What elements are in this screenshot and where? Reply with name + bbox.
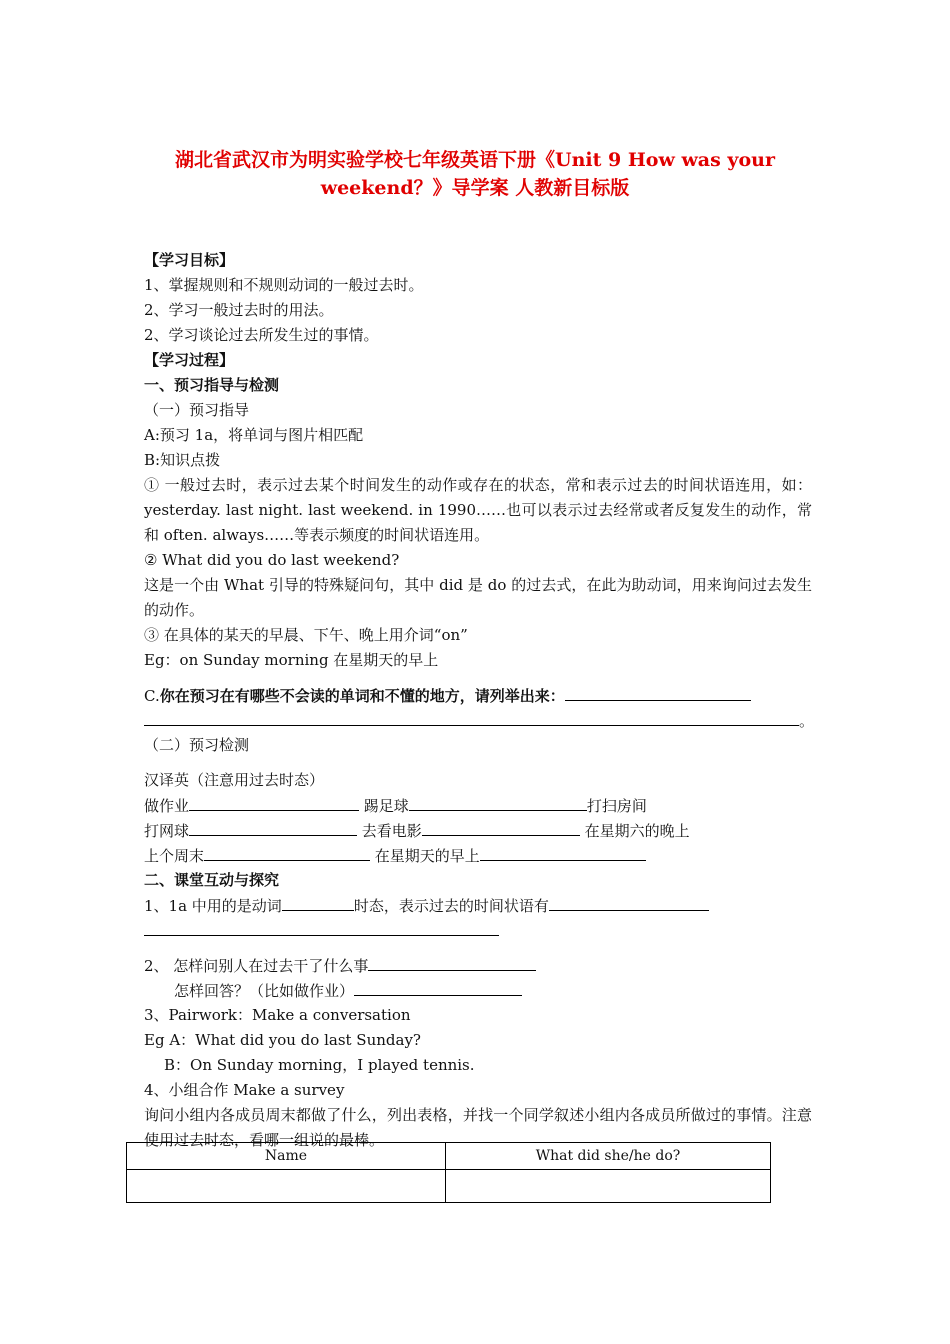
- question-4: 4、小组合作 Make a survey: [144, 1081, 345, 1099]
- subsection-check: （二）预习检测: [144, 736, 250, 754]
- page-title: 湖北省武汉市为明实验学校七年级英语下册《Unit 9 How was your weekend？》导学案 人教新目标版: [175, 149, 775, 199]
- question-1-text: 1、1a 中用的是动词: [144, 897, 282, 915]
- objective-item: 2、学习谈论过去所发生过的事情。: [144, 326, 379, 344]
- translate-item: 在星期天的早上: [374, 847, 480, 865]
- question-2-followup-text: 怎样回答？（比如做作业）: [174, 982, 355, 1000]
- translate-item: 踢足球: [363, 797, 409, 815]
- knowledge-point-1: ① 一般过去时，表示过去某个时间发生的动作或存在的状态，常和表示过去的时间状语连用，如：yesterday. last night. last weekend. in 1990……也可以表示过去经常或者反复发生的动作，常和 often. always……等表示频度的时间状语连用。: [144, 476, 812, 544]
- answer-blank[interactable]: [144, 708, 799, 726]
- translate-item: 去看电影: [361, 822, 422, 840]
- knowledge-point-2: ② What did you do last weekend?: [144, 551, 400, 569]
- question-1-text-2: 时态，表示过去的时间状语有: [353, 897, 549, 915]
- knowledge-point-2-desc: 这是一个由 What 引导的特殊疑问句，其中 did 是 do 的过去式，在此为助动词，用来询问过去发生的动作。: [144, 576, 812, 619]
- subsection-guide: （一）预习指导: [144, 401, 250, 419]
- answer-blank[interactable]: [565, 683, 751, 701]
- objective-item: 1、掌握规则和不规则动词的一般过去时。: [144, 276, 424, 294]
- translate-item: 做作业: [144, 797, 190, 815]
- translate-item: 打扫房间: [586, 797, 647, 815]
- dialogue-a: Eg A：What did you do last Sunday?: [144, 1031, 421, 1049]
- translate-item: 上个周末: [144, 847, 205, 865]
- question-4-desc: 询问小组内各成员周末都做了什么，列出表格，并找一个同学叙述小组内各成员所做过的事情。注意使用过去时态，看哪一组说的最棒。: [144, 1106, 812, 1149]
- answer-blank[interactable]: [144, 918, 499, 936]
- example-line: Eg：on Sunday morning 在星期天的早上: [144, 651, 439, 669]
- translate-item: 打网球: [144, 822, 190, 840]
- task-b: B:知识点拨: [144, 451, 221, 469]
- task-c-end: 。: [799, 712, 815, 730]
- answer-blank[interactable]: [189, 793, 359, 811]
- task-c-continuation: [144, 708, 815, 733]
- task-a: A:预习 1a，将单词与图片相匹配: [144, 426, 364, 444]
- table-cell-name[interactable]: [127, 1170, 446, 1203]
- section1-heading: 一、预习指导与检测: [144, 376, 280, 394]
- translate-row: [144, 843, 812, 868]
- knowledge-point-3: ③ 在具体的某天的早晨、下午、晚上用介词“on”: [144, 626, 468, 644]
- translate-row: [144, 818, 812, 843]
- answer-blank[interactable]: [189, 818, 357, 836]
- translate-row: [144, 793, 812, 818]
- dialogue-b: B：On Sunday morning，I played tennis.: [164, 1056, 475, 1074]
- table-header-row: [127, 1143, 771, 1170]
- table-row: [127, 1170, 771, 1203]
- task-c-question: 你在预习在有哪些不会读的单词和不懂的地方，请列举出来：: [159, 687, 565, 705]
- objective-item: 2、学习一般过去时的用法。: [144, 301, 334, 319]
- answer-blank[interactable]: [480, 843, 646, 861]
- answer-blank[interactable]: [282, 893, 354, 911]
- question-2-followup: [144, 978, 812, 1003]
- survey-table: [126, 1142, 771, 1203]
- translate-item: 在星期六的晚上: [584, 822, 690, 840]
- answer-blank[interactable]: [549, 893, 709, 911]
- task-c: [144, 683, 812, 708]
- answer-blank[interactable]: [422, 818, 580, 836]
- question-1: [144, 893, 812, 918]
- task-c-prefix: C.: [144, 687, 160, 705]
- question-2: [144, 953, 812, 978]
- question-1-continuation: [144, 918, 812, 943]
- answer-blank[interactable]: [409, 793, 587, 811]
- table-header-name: Name: [127, 1143, 446, 1170]
- table-cell-activity[interactable]: [446, 1170, 771, 1203]
- question-3: 3、Pairwork：Make a conversation: [144, 1006, 411, 1024]
- answer-blank[interactable]: [368, 953, 536, 971]
- question-2-text: 2、 怎样问别人在过去干了什么事: [144, 957, 369, 975]
- translate-heading: 汉译英（注意用过去时态）: [144, 771, 325, 789]
- answer-blank[interactable]: [204, 843, 370, 861]
- section2-heading: 二、课堂互动与探究: [144, 871, 280, 889]
- table-header-activity: What did she/he do?: [446, 1143, 771, 1170]
- answer-blank[interactable]: [354, 978, 522, 996]
- process-heading: 【学习过程】: [144, 351, 235, 369]
- objectives-heading: 【学习目标】: [144, 251, 235, 269]
- worksheet-body: [144, 248, 815, 1153]
